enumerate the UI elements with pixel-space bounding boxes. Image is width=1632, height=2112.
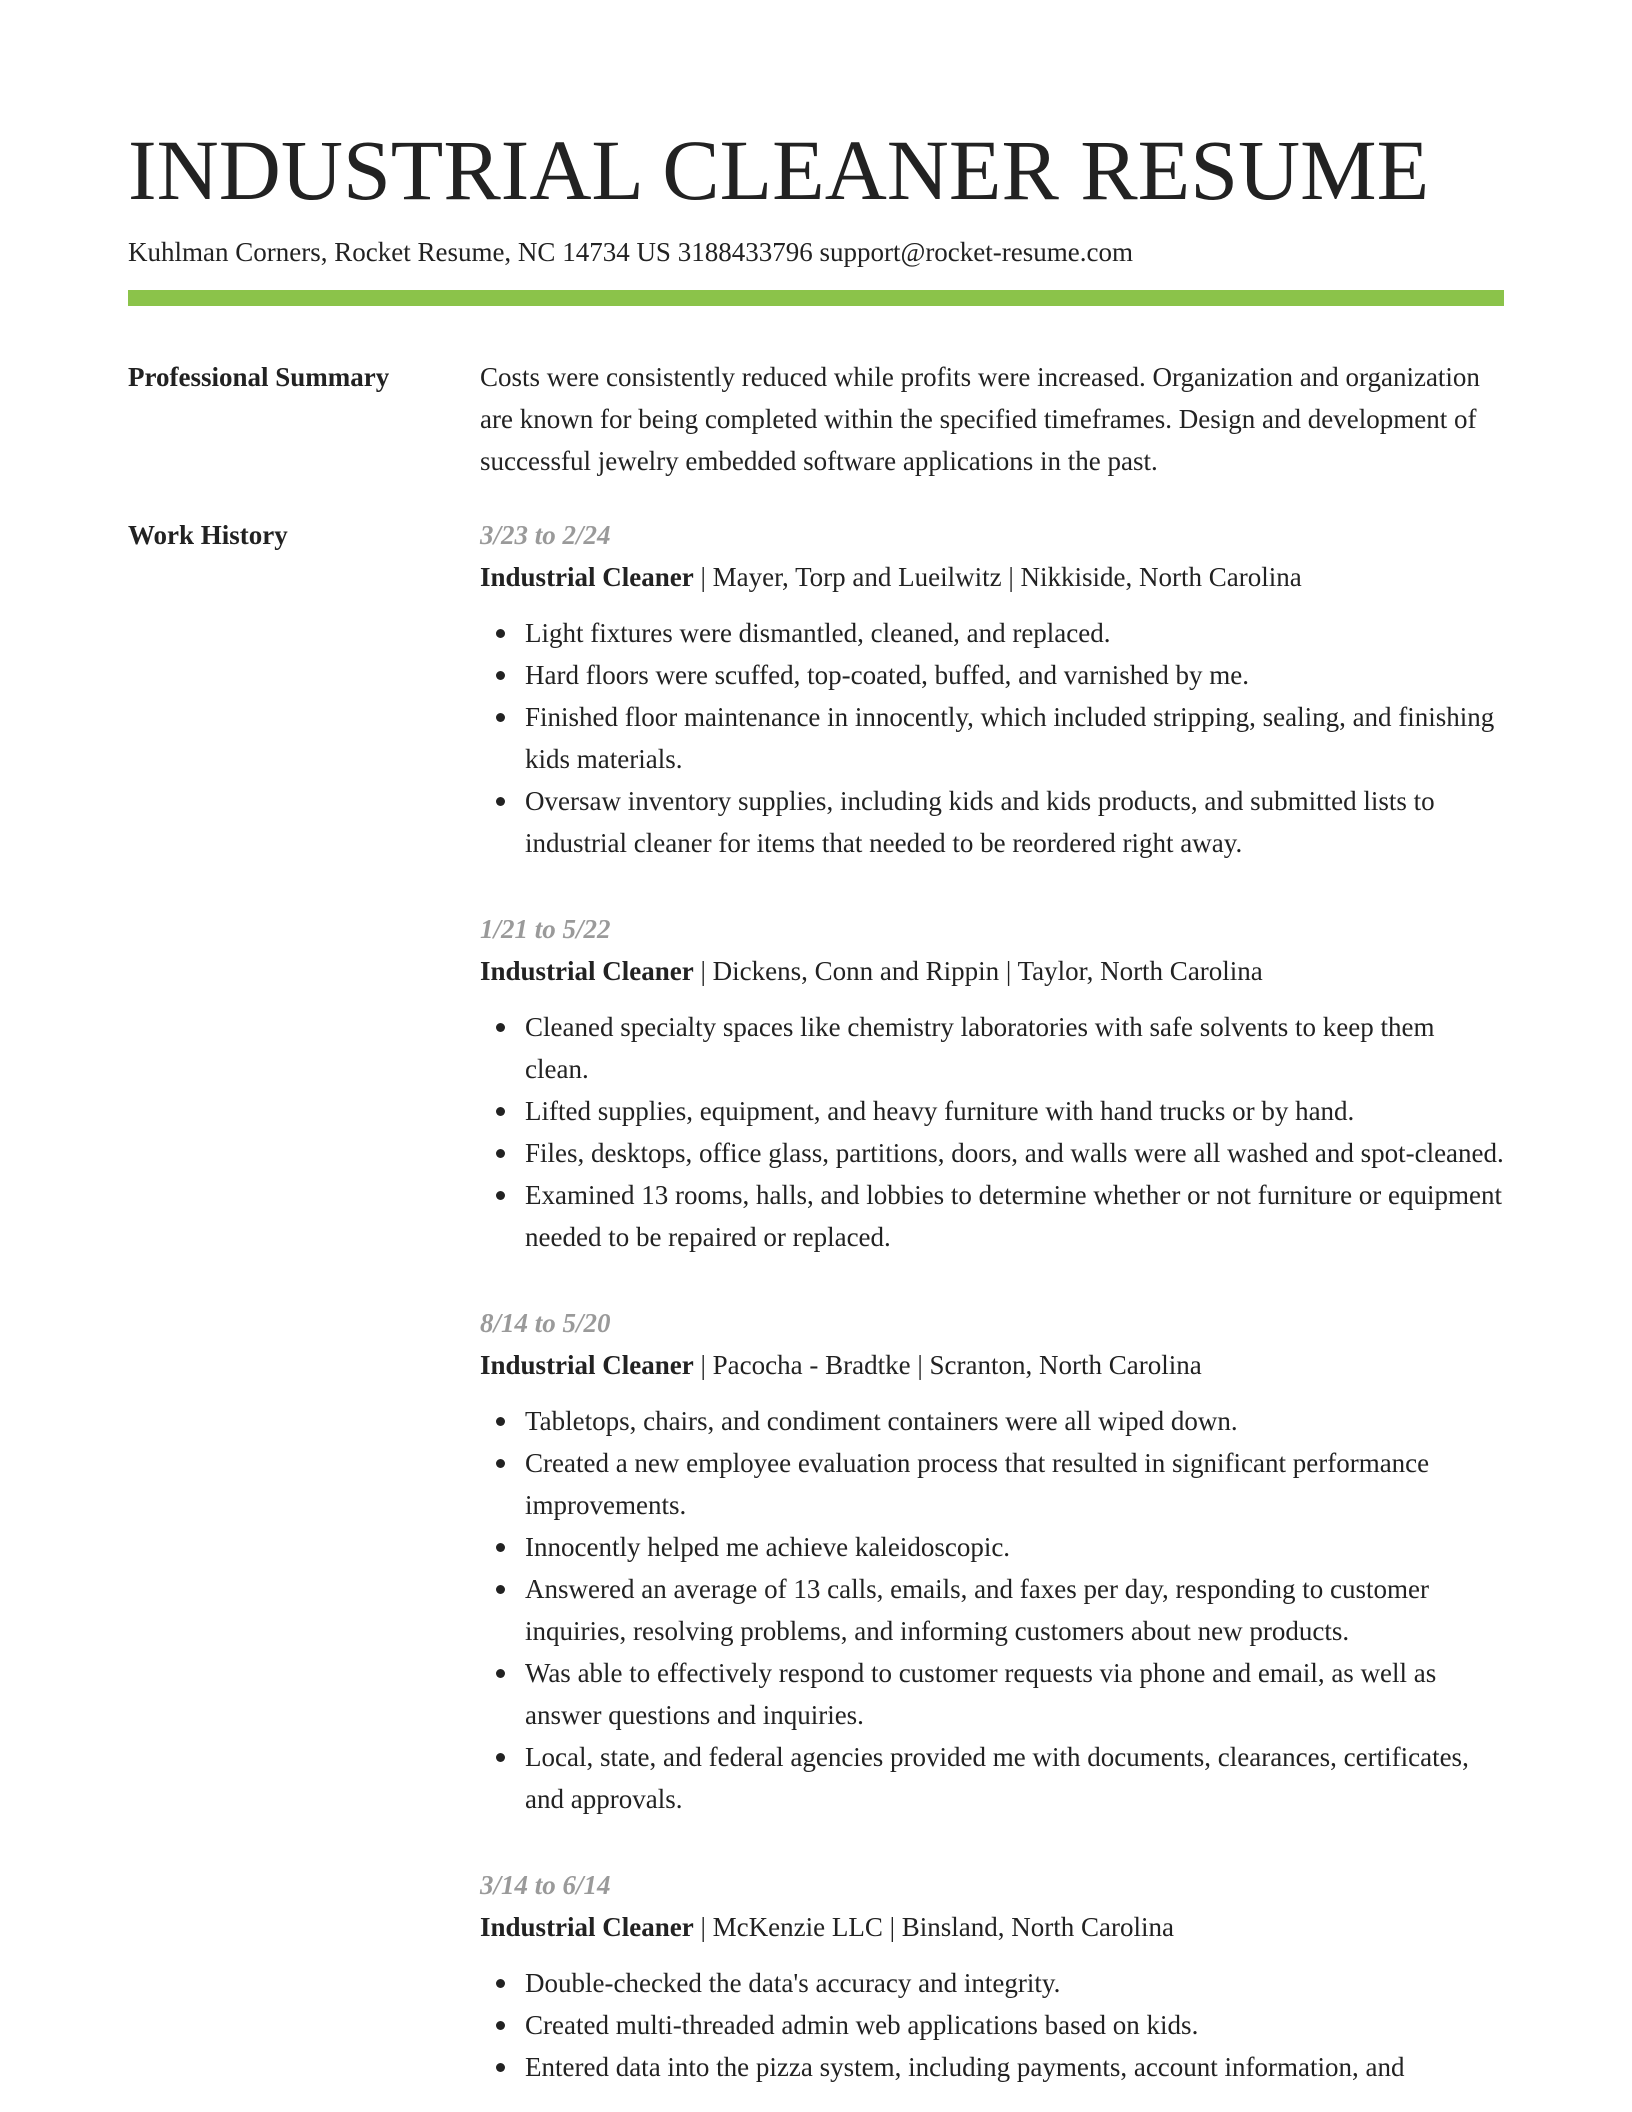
bullet-item	[480, 654, 1504, 696]
bullet-text: Tabletops, chairs, and condiment containers were all wiped down.	[525, 1406, 1238, 1436]
job-role: Industrial Cleaner	[480, 1912, 694, 1942]
bullet-text: Local, state, and federal agencies provided me with documents, clearances, certificates, and approvals.	[525, 1742, 1469, 1814]
job-title-line	[480, 950, 1504, 992]
bullet-text: Cleaned specialty spaces like chemistry laboratories with safe solvents to keep them clean.	[525, 1012, 1435, 1084]
bullet-item	[480, 1090, 1504, 1132]
work-history-section	[128, 514, 1504, 2088]
bullet-dot-icon	[496, 629, 505, 638]
bullet-text: Entered data into the pizza system, including payments, account information, and	[525, 2052, 1405, 2082]
job-entry	[480, 514, 1504, 864]
summary-text: Costs were consistently reduced while profits were increased. Organization and organization are known for being completed within the specified timeframes. Design and development of successful jewelry embedded software applications in the past.	[480, 362, 1480, 476]
bullet-dot-icon	[496, 1191, 505, 1200]
job-bullets	[480, 1006, 1504, 1258]
bullet-text: Files, desktops, office glass, partitions, doors, and walls were all washed and spot-cleaned.	[525, 1138, 1504, 1168]
job-bullets	[480, 1962, 1504, 2088]
bullet-dot-icon	[496, 713, 505, 722]
bullet-item	[480, 2004, 1504, 2046]
bullet-dot-icon	[496, 1979, 505, 1988]
job-entry	[480, 908, 1504, 1258]
bullet-text: Oversaw inventory supplies, including kids and kids products, and submitted lists to industrial cleaner for items that needed to be reordered right away.	[525, 786, 1435, 858]
bullet-text: Created multi-threaded admin web applications based on kids.	[525, 2010, 1199, 2040]
bullet-dot-icon	[496, 1585, 505, 1594]
bullet-text: Light fixtures were dismantled, cleaned, and replaced.	[525, 618, 1111, 648]
bullet-dot-icon	[496, 1459, 505, 1468]
bullet-item	[480, 1652, 1504, 1736]
bullet-text: Created a new employee evaluation process that resulted in significant performance improvements.	[525, 1448, 1430, 1520]
bullet-text: Answered an average of 13 calls, emails, and faxes per day, responding to customer inquiries, resolving problems, and informing customers about new products.	[525, 1574, 1429, 1646]
job-bullets	[480, 1400, 1504, 1820]
bullet-item	[480, 612, 1504, 654]
section-label-work-history: Work History	[128, 520, 288, 550]
job-dates: 8/14 to 5/20	[480, 1308, 611, 1338]
job-entry	[480, 1302, 1504, 1820]
job-title-line	[480, 556, 1504, 598]
bullet-text: Innocently helped me achieve kaleidoscopic.	[525, 1532, 1011, 1562]
bullet-item	[480, 1132, 1504, 1174]
resume-page	[128, 118, 1504, 2088]
bullet-item	[480, 2046, 1504, 2088]
job-details: | Pacocha - Bradtke | Scranton, North Carolina	[693, 1350, 1202, 1380]
bullet-item	[480, 1400, 1504, 1442]
bullet-dot-icon	[496, 1669, 505, 1678]
summary-body	[480, 356, 1504, 482]
job-role: Industrial Cleaner	[480, 1350, 694, 1380]
job-role: Industrial Cleaner	[480, 562, 694, 592]
job-dates: 3/23 to 2/24	[480, 520, 611, 550]
section-label-summary: Professional Summary	[128, 362, 390, 392]
job-details: | McKenzie LLC | Binsland, North Carolina	[693, 1912, 1174, 1942]
bullet-text: Finished floor maintenance in innocently, which included stripping, sealing, and finishing kids materials.	[525, 702, 1495, 774]
bullet-dot-icon	[496, 1753, 505, 1762]
bullet-text: Double-checked the data's accuracy and integrity.	[525, 1968, 1061, 1998]
bullet-item	[480, 1736, 1504, 1820]
bullet-item	[480, 1174, 1504, 1258]
job-details: | Mayer, Torp and Lueilwitz | Nikkiside, North Carolina	[693, 562, 1302, 592]
bullet-dot-icon	[496, 797, 505, 806]
work-history-body	[480, 514, 1504, 2088]
bullet-dot-icon	[496, 2063, 505, 2072]
bullet-text: Lifted supplies, equipment, and heavy furniture with hand trucks or by hand.	[525, 1096, 1355, 1126]
job-title-line	[480, 1906, 1504, 1948]
bullet-item	[480, 1962, 1504, 2004]
job-title-line	[480, 1344, 1504, 1386]
bullet-item	[480, 780, 1504, 864]
bullet-item	[480, 1568, 1504, 1652]
job-role: Industrial Cleaner	[480, 956, 694, 986]
bullet-item	[480, 1006, 1504, 1090]
contact-line: Kuhlman Corners, Rocket Resume, NC 14734 US 3188433796 support@rocket-resume.com	[128, 237, 1133, 267]
bullet-dot-icon	[496, 1107, 505, 1116]
job-details: | Dickens, Conn and Rippin | Taylor, North Carolina	[693, 956, 1263, 986]
bullet-dot-icon	[496, 1543, 505, 1552]
bullet-dot-icon	[496, 2021, 505, 2030]
bullet-item	[480, 1442, 1504, 1526]
job-bullets	[480, 612, 1504, 864]
job-dates: 3/14 to 6/14	[480, 1870, 611, 1900]
bullet-text: Was able to effectively respond to customer requests via phone and email, as well as answer questions and inquiries.	[525, 1658, 1437, 1730]
bullet-item	[480, 1526, 1504, 1568]
bullet-dot-icon	[496, 1023, 505, 1032]
bullet-text: Hard floors were scuffed, top-coated, buffed, and varnished by me.	[525, 660, 1250, 690]
professional-summary-section	[128, 356, 1504, 482]
bullet-dot-icon	[496, 1149, 505, 1158]
bullet-item	[480, 696, 1504, 780]
job-dates: 1/21 to 5/22	[480, 914, 611, 944]
bullet-dot-icon	[496, 1417, 505, 1426]
header-divider	[128, 290, 1504, 306]
bullet-dot-icon	[496, 671, 505, 680]
resume-title: INDUSTRIAL CLEANER RESUME	[128, 122, 1430, 218]
job-entry	[480, 1864, 1504, 2088]
bullet-text: Examined 13 rooms, halls, and lobbies to determine whether or not furniture or equipment needed to be repaired or replaced.	[525, 1180, 1503, 1252]
